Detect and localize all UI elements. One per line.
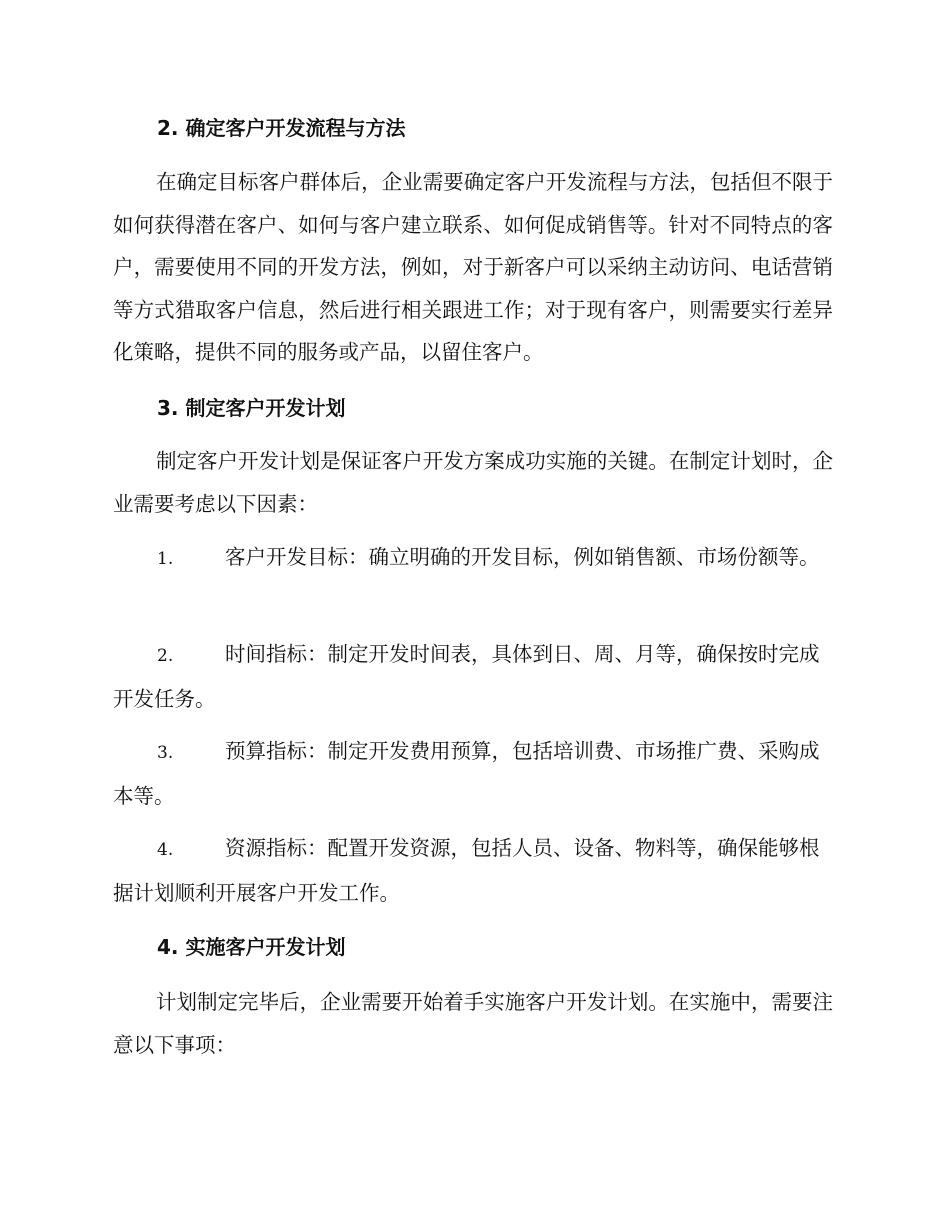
section-2-paragraph: 在确定目标客户群体后，企业需要确定客户开发流程与方法，包括但不限于如何获得潜在客户、如何与客户建立联系、如何促成销售等。针对不同特点的客户，需要使用不同的开发方法，例如，对于新客户可以采纳主动访问、电话营销等方式猎取客户信息，然后进行相关跟进工作；对于现有客户，则需要实行差异化策略，提供不同的服务或产品，以留住客户。	[113, 170, 833, 364]
list-item-1	[113, 536, 833, 581]
section-heading-4: 4. 实施客户开发计划	[157, 935, 346, 959]
section-heading-2: 2. 确定客户开发流程与方法	[157, 116, 406, 140]
list-item-number: 4.	[157, 840, 174, 860]
list-item-text: 客户开发目标：确立明确的开发目标，例如销售额、市场份额等。	[225, 545, 820, 569]
section-3-paragraph: 制定客户开发计划是保证客户开发方案成功实施的关键。在制定计划时，企业需要考虑以下因素：	[113, 449, 833, 516]
list-item-number: 1.	[157, 549, 174, 569]
list-item-number: 3.	[157, 743, 174, 763]
list-item-text: 预算指标：制定开发费用预算，包括培训费、市场推广费、采购成本等。	[113, 739, 820, 808]
list-item-text: 资源指标：配置开发资源，包括人员、设备、物料等，确保能够根据计划顺利开展客户开发工作。	[113, 836, 820, 905]
list-item-4	[113, 827, 833, 914]
section-heading-3: 3. 制定客户开发计划	[157, 396, 346, 420]
list-item-text: 时间指标：制定开发时间表，具体到日、周、月等，确保按时完成开发任务。	[113, 642, 820, 711]
list-item-number: 2.	[157, 646, 174, 666]
list-item-2	[113, 633, 833, 720]
section-4-paragraph: 计划制定完毕后，企业需要开始着手实施客户开发计划。在实施中，需要注意以下事项：	[113, 990, 833, 1057]
list-item-3	[113, 730, 833, 817]
